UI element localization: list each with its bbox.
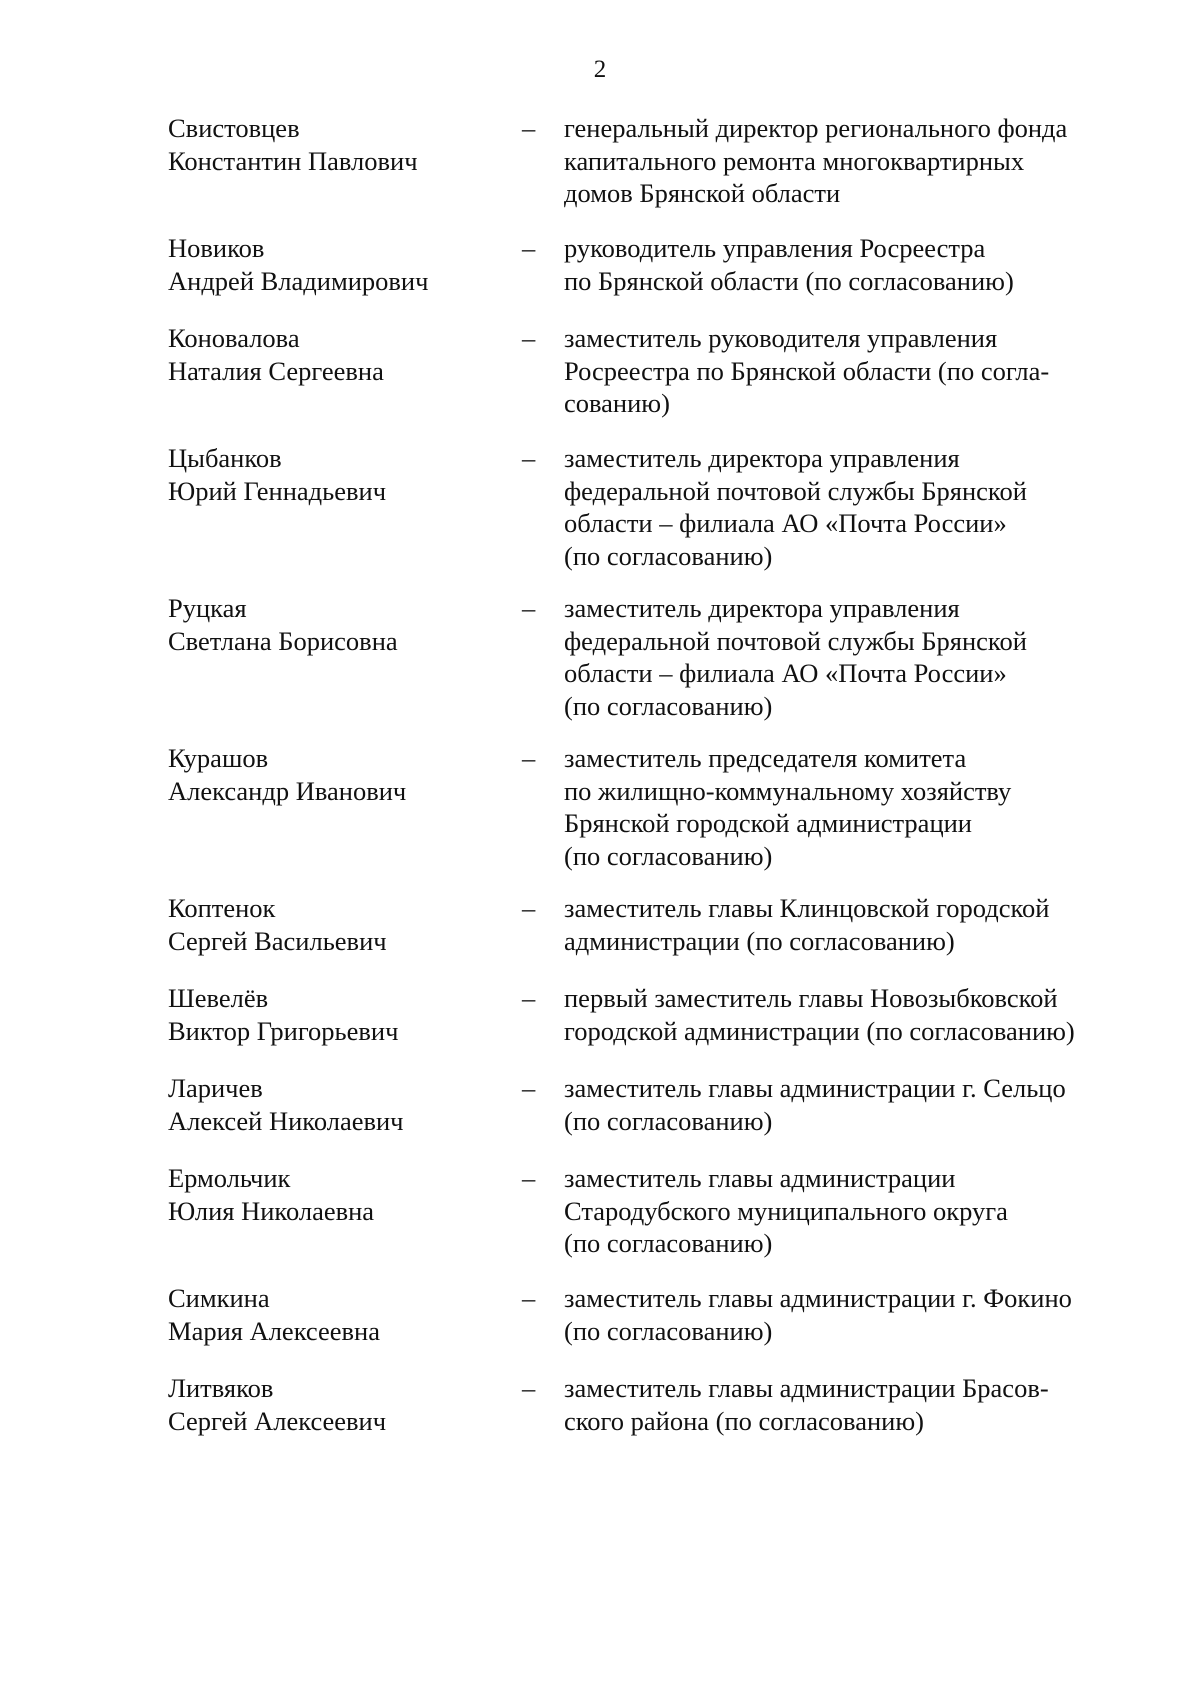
position-line: заместитель главы администрации г. Фокино (564, 1283, 1072, 1313)
position-line: (по согласованию) (564, 690, 773, 721)
position-line: по Брянской области (по согласованию) (564, 265, 1014, 296)
separator-dash: – (522, 1163, 536, 1193)
member-position (564, 1282, 1134, 1347)
member-given-names: Наталия Сергеевна (168, 355, 384, 386)
member-surname: Новиков (168, 233, 265, 263)
member-surname: Ларичев (168, 1073, 263, 1103)
member-surname: Цыбанков (168, 443, 282, 473)
member-surname: Коновалова (168, 323, 300, 353)
position-line: Стародубского муниципального округа (564, 1195, 1008, 1226)
position-line: городской администрации (по согласованию) (564, 1015, 1075, 1046)
member-surname: Курашов (168, 743, 269, 773)
member-surname: Симкина (168, 1283, 270, 1313)
member-surname: Шевелёв (168, 983, 269, 1013)
member-given-names: Юлия Николаевна (168, 1195, 375, 1226)
member-given-names: Алексей Николаевич (168, 1105, 404, 1136)
position-line: (по согласованию) (564, 840, 773, 871)
member-given-names: Сергей Васильевич (168, 925, 387, 956)
member-name (168, 112, 508, 177)
separator-dash: – (522, 983, 536, 1013)
member-position (564, 892, 1134, 957)
position-line: (по согласованию) (564, 1228, 773, 1258)
position-line: (по согласованию) (564, 540, 773, 571)
member-position (564, 232, 1134, 297)
member-surname: Свистовцев (168, 113, 300, 143)
member-name (168, 982, 508, 1047)
separator-dash: – (522, 443, 536, 473)
position-line: (по согласованию) (564, 1315, 773, 1346)
member-position (564, 442, 1134, 572)
position-line: федеральной почтовой службы Брянской (564, 475, 1027, 506)
position-line: области – филиала АО «Почта России» (564, 658, 1007, 688)
separator-dash: – (522, 233, 536, 263)
position-line: заместитель директора управления (564, 443, 960, 473)
position-line: капитального ремонта многоквартирных (564, 145, 1025, 176)
member-given-names: Мария Алексеевна (168, 1315, 380, 1346)
position-line: первый заместитель главы Новозыбковской (564, 983, 1058, 1013)
separator-dash: – (522, 113, 536, 143)
position-line: руководитель управления Росреестра (564, 233, 986, 263)
member-given-names: Сергей Алексеевич (168, 1405, 387, 1436)
member-name (168, 442, 508, 507)
position-line: по жилищно-коммунальному хозяйству (564, 775, 1012, 806)
member-name (168, 1072, 508, 1137)
member-name (168, 1162, 508, 1227)
member-given-names: Андрей Владимирович (168, 265, 429, 296)
member-name (168, 232, 508, 297)
member-name (168, 892, 508, 957)
position-line: генеральный директор регионального фонда (564, 113, 1068, 143)
separator-dash: – (522, 893, 536, 923)
member-given-names: Виктор Григорьевич (168, 1015, 399, 1046)
position-line: заместитель главы администрации Брасов- (564, 1373, 1049, 1403)
separator-dash: – (522, 593, 536, 623)
position-line: заместитель главы администрации г. Сельцо (564, 1073, 1066, 1103)
position-line: заместитель председателя комитета (564, 743, 967, 773)
member-position (564, 112, 1134, 210)
position-line: заместитель главы Клинцовской городской (564, 893, 1050, 923)
page-number: 2 (593, 56, 607, 83)
member-name (168, 1372, 508, 1437)
member-name (168, 1282, 508, 1347)
position-line: ского района (по согласованию) (564, 1405, 924, 1436)
separator-dash: – (522, 1073, 536, 1103)
position-line: области – филиала АО «Почта России» (564, 508, 1007, 538)
position-line: (по согласованию) (564, 1105, 773, 1136)
member-surname: Коптенок (168, 893, 276, 923)
member-given-names: Константин Павлович (168, 145, 418, 176)
member-position (564, 592, 1134, 722)
member-surname: Ермольчик (168, 1163, 291, 1193)
member-position (564, 982, 1134, 1047)
position-line: заместитель директора управления (564, 593, 960, 623)
member-position (564, 1162, 1134, 1260)
position-line: заместитель руководителя управления (564, 323, 998, 353)
member-given-names: Александр Иванович (168, 775, 407, 806)
member-name (168, 322, 508, 387)
position-line: администрации (по согласованию) (564, 925, 955, 956)
position-line: заместитель главы администрации (564, 1163, 956, 1193)
position-line: федеральной почтовой службы Брянской (564, 625, 1027, 656)
position-line: сованию) (564, 388, 670, 418)
separator-dash: – (522, 1283, 536, 1313)
position-line: домов Брянской области (564, 178, 841, 208)
member-given-names: Юрий Геннадьевич (168, 475, 387, 506)
separator-dash: – (522, 323, 536, 353)
member-name (168, 742, 508, 807)
separator-dash: – (522, 1373, 536, 1403)
member-position (564, 742, 1134, 872)
member-given-names: Светлана Борисовна (168, 625, 398, 656)
separator-dash: – (522, 743, 536, 773)
member-name (168, 592, 508, 657)
member-surname: Руцкая (168, 593, 247, 623)
position-line: Брянской городской администрации (564, 808, 972, 838)
position-line: Росреестра по Брянской области (по согла- (564, 355, 1050, 386)
member-position (564, 1372, 1134, 1437)
member-position (564, 1072, 1134, 1137)
member-surname: Литвяков (168, 1373, 274, 1403)
member-position (564, 322, 1134, 420)
